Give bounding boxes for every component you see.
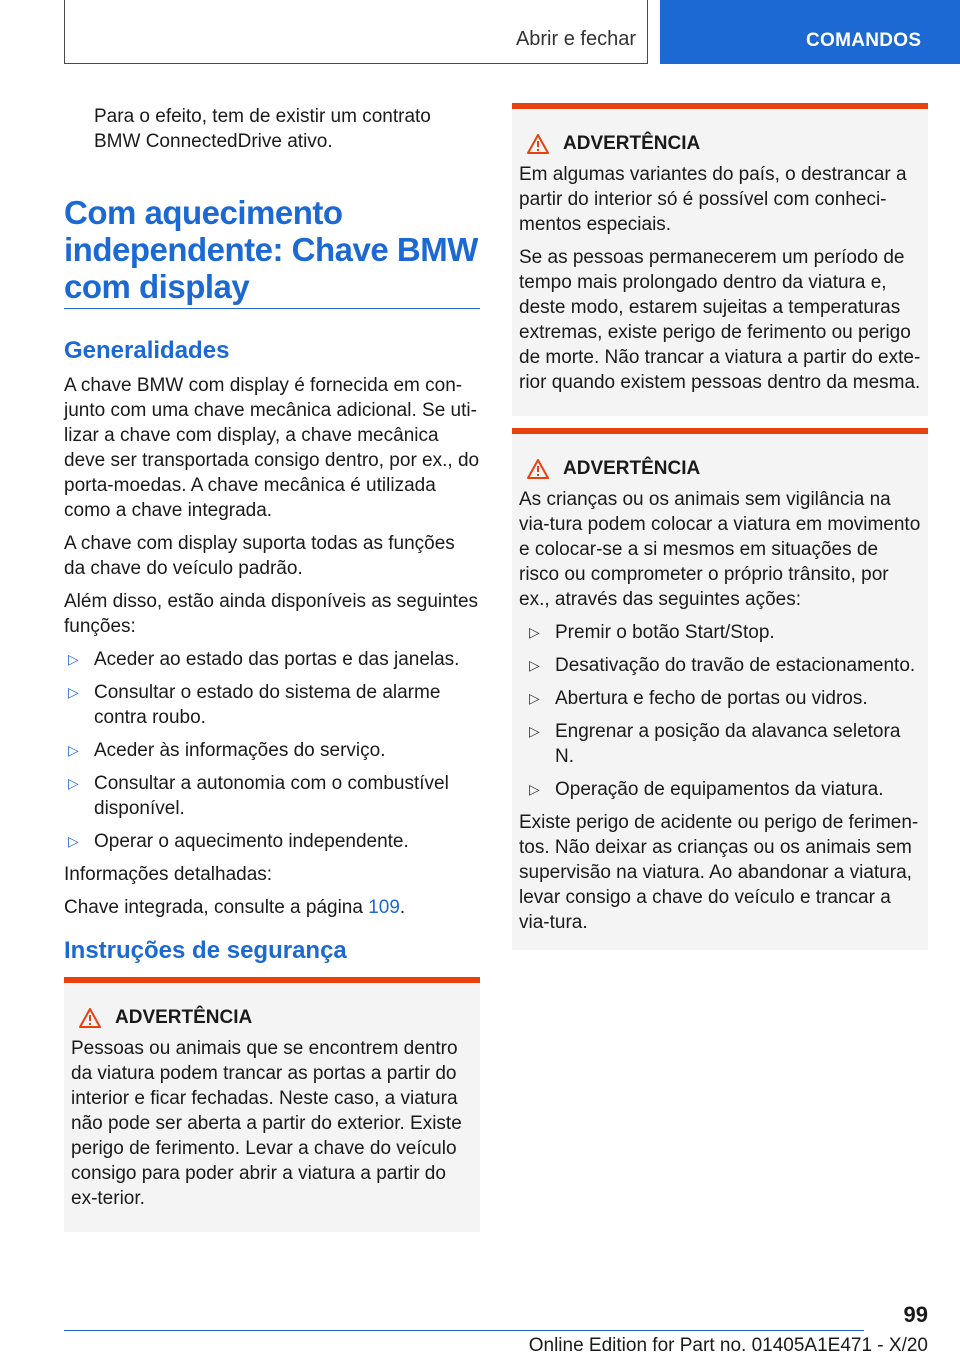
- triangle-bullet-icon: ▷: [529, 723, 540, 739]
- warning-box: [512, 428, 928, 950]
- subheading-general: Generalidades: [64, 337, 230, 364]
- triangle-bullet-icon: ▷: [529, 690, 540, 706]
- list-item: ▷ Abertura e fecho de portas ou vidros.: [529, 688, 868, 709]
- warning-paragraph-1: As crianças ou os animais sem vigilância na via-tura podem colocar a viatura em movimento e colocar-se a si mesmos em situações de risco ou comprometer o próprio trânsito, por ex., através das seguintes ações:: [519, 489, 921, 610]
- warning-paragraph-2: Existe perigo de acidente ou perigo de ferimen-tos. Não deixar as crianças ou os animais sem supervisão na viatura. Ao abandonar a viatura, levar consigo a chave do veículo e trancar a via-tura.: [519, 812, 919, 933]
- list-item: ▷ Consultar a autonomia com o combustível disponível.: [68, 773, 449, 819]
- warning-text: Pessoas ou animais que se encontrem dentro da viatura podem trancar as portas a partir do interior e ficar fechadas. Neste caso, a viatura não pode ser aberta a partir do exterior. Existe perigo de ferimento. Levar a chave do veículo consigo para poder abrir a viatura a partir do ex-terior.: [71, 1038, 462, 1209]
- heading-rule: [64, 308, 480, 309]
- general-paragraph-1: A chave BMW com display é fornecida em con-junto com uma chave mecânica adicional. Se uti-lizar a chave com display, a chave mecânica deve ser transportada consigo dentro, por ex., do porta-moedas. A chave mecânica é utilizada como a chave integrada.: [64, 375, 480, 521]
- list-item: ▷ Operar o aquecimento independente.: [68, 831, 409, 852]
- warning-triangle-icon: [527, 459, 549, 479]
- triangle-bullet-icon: ▷: [68, 684, 79, 700]
- intro-text: Para o efeito, tem de existir um contrato BMW ConnectedDrive ativo.: [94, 106, 431, 152]
- list-item: ▷ Engrenar a posição da alavanca seletora N.: [529, 721, 901, 767]
- list-item: ▷ Operação de equipamentos da viatura.: [529, 779, 884, 800]
- warning-title: ADVERTÊNCIA: [519, 131, 921, 156]
- details-label: Informações detalhadas:: [64, 864, 273, 885]
- general-section: [64, 373, 480, 928]
- warning-title: ADVERTÊNCIA: [71, 1005, 473, 1030]
- list-item: ▷ Aceder ao estado das portas e das janelas.: [68, 649, 460, 670]
- footer-rule: [64, 1330, 864, 1331]
- list-item: ▷ Premir o botão Start/Stop.: [529, 622, 775, 643]
- chapter-label: COMANDOS: [806, 30, 922, 51]
- section-title: Abrir e fechar: [515, 28, 636, 50]
- warning-triangle-icon: [79, 1008, 101, 1028]
- triangle-bullet-icon: ▷: [529, 657, 540, 673]
- warning-paragraph-2: Se as pessoas permanecerem um período de tempo mais prolongado dentro da viatura e, deste modo, estarem sujeitas a temperaturas extremas, existe perigo de ferimento ou perigo de morte. Não trancar a viatura a partir do exte-rior quando existem pessoas dentro da mesma.: [519, 247, 921, 393]
- page-link[interactable]: 109: [368, 897, 400, 918]
- warning-box: [64, 977, 480, 1232]
- triangle-bullet-icon: ▷: [68, 651, 79, 667]
- warning-paragraph-1: Em algumas variantes do país, o destrancar a partir do interior só é possível com conheci-mentos especiais.: [519, 164, 907, 235]
- general-paragraph-2: A chave com display suporta todas as funções da chave do veículo padrão.: [64, 533, 455, 579]
- warning-box: [512, 103, 928, 416]
- list-item: ▷ Desativação do travão de estacionamento.: [529, 655, 916, 676]
- page-number: 99: [903, 1302, 928, 1327]
- warning-title: ADVERTÊNCIA: [519, 456, 921, 481]
- main-heading: Com aquecimento independente: Chave BMW com display: [64, 194, 478, 305]
- triangle-bullet-icon: ▷: [68, 833, 79, 849]
- subheading-safety: Instruções de segurança: [64, 937, 347, 964]
- warning-triangle-icon: [527, 134, 549, 154]
- triangle-bullet-icon: ▷: [68, 775, 79, 791]
- list-item: ▷ Consultar o estado do sistema de alarme contra roubo.: [68, 682, 441, 728]
- actions-list: [519, 620, 921, 802]
- cross-reference: Chave integrada, consulte a página 109.: [64, 897, 406, 918]
- functions-list: [64, 647, 480, 854]
- triangle-bullet-icon: ▷: [529, 624, 540, 640]
- list-item: ▷ Aceder às informações do serviço.: [68, 740, 386, 761]
- triangle-bullet-icon: ▷: [529, 781, 540, 797]
- chapter-tab[interactable]: [660, 0, 960, 64]
- edition-footer: Online Edition for Part no. 01405A1E471 - X/20: [528, 1335, 928, 1356]
- triangle-bullet-icon: ▷: [68, 742, 79, 758]
- general-paragraph-3: Além disso, estão ainda disponíveis as seguintes funções:: [64, 591, 479, 637]
